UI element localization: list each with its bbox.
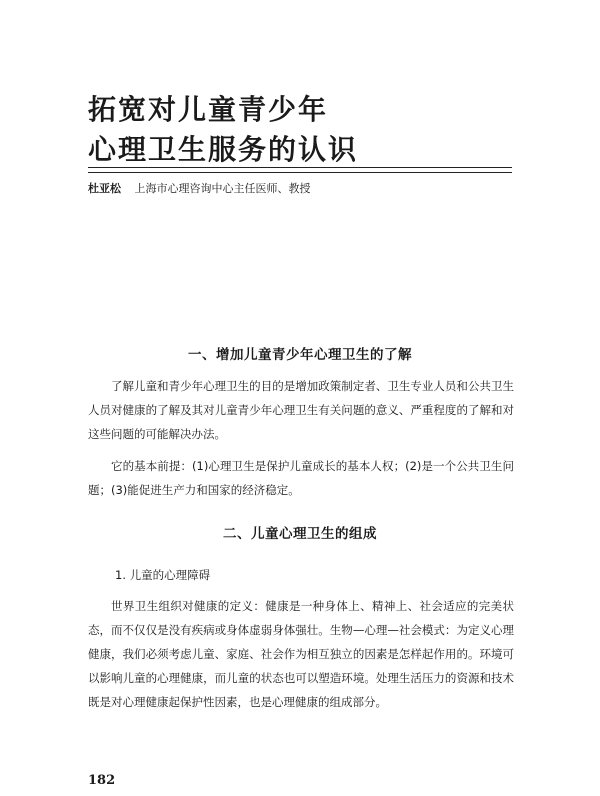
title-divider-thin <box>88 172 512 173</box>
title-divider-thick <box>88 167 512 168</box>
page-number: 182 <box>88 773 116 788</box>
author-name: 杜亚松 <box>88 182 121 195</box>
article-title-line-2: 心理卫生服务的认识 <box>88 133 359 166</box>
body-paragraph: 它的基本前提：(1)心理卫生是保护儿童成长的基本人权；(2)是一个公共卫生问题；(3)能促进生产力和国家的经济稳定。 <box>88 459 514 497</box>
section-heading: 二、儿童心理卫生的组成 <box>223 526 377 542</box>
section-heading: 一、增加儿童青少年心理卫生的了解 <box>188 347 412 363</box>
subsection-heading: 1. 儿童的心理障碍 <box>115 568 211 582</box>
author-affiliation: 上海市心理咨询中心主任医师、教授 <box>134 182 311 195</box>
author-line <box>88 180 311 196</box>
body-paragraph: 了解儿童和青少年心理卫生的目的是增加政策制定者、卫生专业人员和公共卫生人员对健康的了解及其对儿童青少年心理卫生有关问题的意义、严重程度的了解和对这些问题的可能解决办法。 <box>88 379 514 441</box>
article-title-line-1: 拓宽对儿童青少年 <box>88 93 329 126</box>
body-paragraph: 世界卫生组织对健康的定义：健康是一种身体上、精神上、社会适应的完美状态，而不仅仅是没有疾病或身体虚弱身体强壮。生物—心理—社会模式：为定义心理健康，我们必须考虑儿童、家庭、社会作为相互独立的因素是怎样起作用的。环境可以影响儿童的心理健康，而儿童的状态也可以塑造环境。处理生活压力的资源和技术既是对心理健康起保护性因素，也是心理健康的组成部分。 <box>88 599 514 709</box>
